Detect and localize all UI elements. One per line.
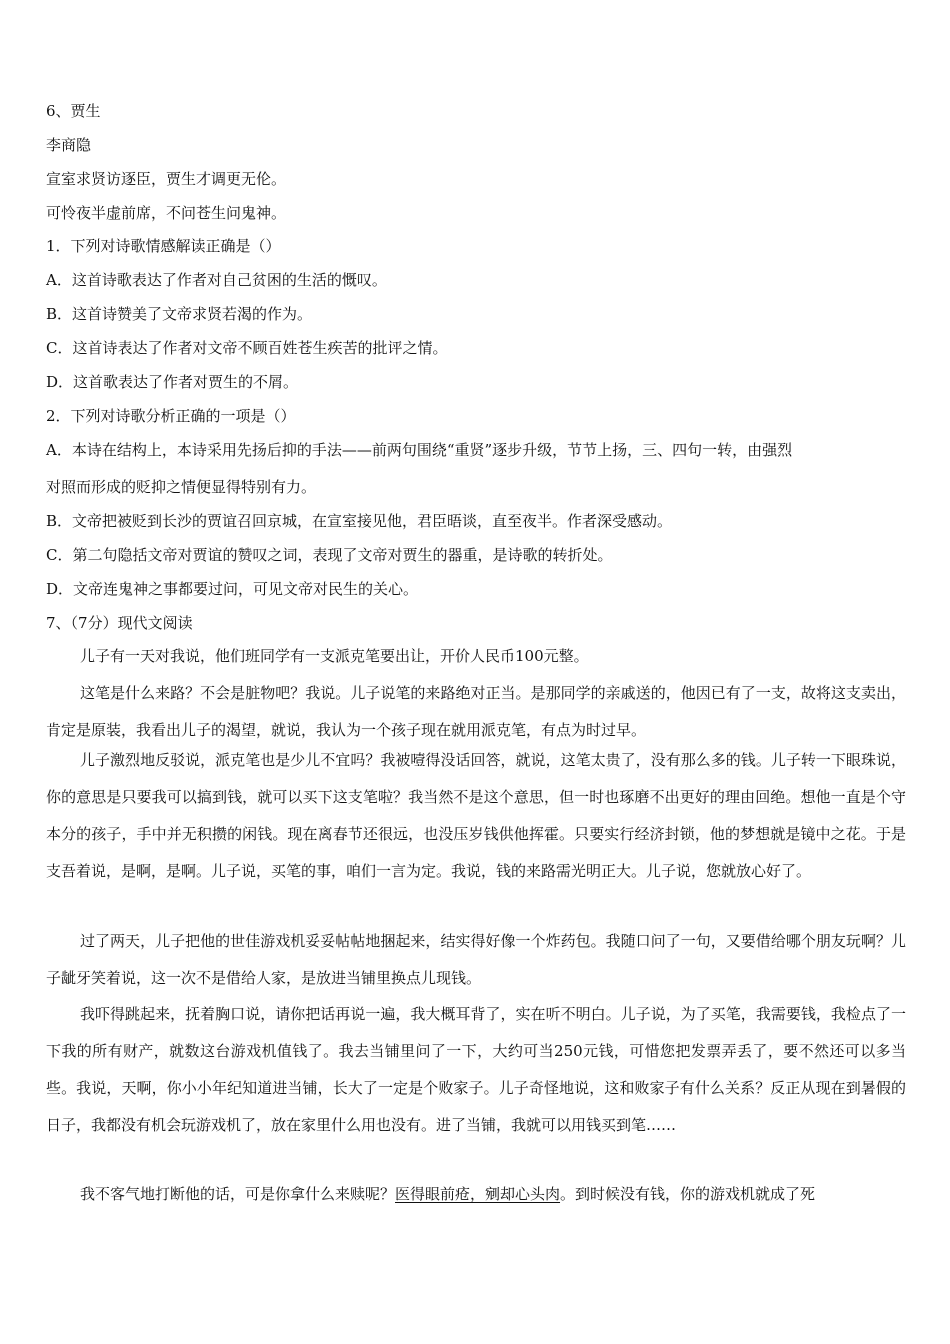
question-2-option-a-line-2: 对照而形成的贬抑之情便显得特别有力。 bbox=[46, 478, 317, 496]
poem-line-1: 宣室求贤访逐臣，贾生才调更无伦。 bbox=[46, 170, 287, 188]
question-1-option-d: D．这首歌表达了作者对贾生的不屑。 bbox=[46, 373, 299, 391]
section-7-heading: 7、（7分）现代文阅读 bbox=[46, 614, 193, 632]
poem-author: 李商隐 bbox=[46, 136, 92, 154]
question-1-option-b: B．这首诗赞美了文帝求贤若渴的作为。 bbox=[46, 305, 313, 323]
passage-paragraph-2: 这笔是什么来路？不会是脏物吧？我说。儿子说笔的来路绝对正当。是那同学的亲戚送的，他因已有了一支，故将这支卖出，肯定是原装，我看出儿子的渴望，就说，我认为一个孩子现在就用派克笔，有点为时过早。 bbox=[46, 684, 906, 739]
question-2-option-d: D．文帝连鬼神之事都要过问，可见文帝对民生的关心。 bbox=[46, 580, 419, 598]
passage-paragraph-1: 儿子有一天对我说，他们班同学有一支派克笔要出让，开价人民币100元整。 bbox=[80, 647, 589, 665]
passage-paragraph-4: 过了两天，儿子把他的世佳游戏机妥妥帖帖地捆起来，结实得好像一个炸药包。我随口问了一句，又要借给哪个朋友玩啊？儿子龇牙笑着说，这一次不是借给人家，是放进当铺里换点儿现钱。 bbox=[46, 932, 906, 987]
paragraph-6-text-end: 。到时候没有钱，你的游戏机就成了死 bbox=[560, 1185, 816, 1203]
question-2-stem: 2．下列对诗歌分析正确的一项是（） bbox=[46, 407, 296, 425]
question-1-stem: 1．下列对诗歌情感解读正确是（） bbox=[46, 237, 281, 255]
question-2-option-c: C．第二句隐括文帝对贾谊的赞叹之词，表现了文帝对贾生的器重，是诗歌的转折处。 bbox=[46, 546, 613, 564]
question-1-option-a: A．这首诗歌表达了作者对自己贫困的生活的慨叹。 bbox=[46, 271, 387, 289]
underlined-phrase: 医得眼前疮，剜却心头肉 bbox=[395, 1185, 561, 1203]
paragraph-6-text-start: 我不客气地打断他的话，可是你拿什么来赎呢？ bbox=[80, 1185, 396, 1203]
poem-heading: 6、贾生 bbox=[46, 102, 101, 120]
poem-line-2: 可怜夜半虚前席，不问苍生问鬼神。 bbox=[46, 204, 287, 222]
question-2-option-a-line-1: A．本诗在结构上，本诗采用先扬后抑的手法——前两句围绕“重贤”逐步升级，节节上扬，三、四句一转，由强烈 bbox=[46, 441, 793, 459]
question-1-option-c: C．这首诗表达了作者对文帝不顾百姓苍生疾苦的批评之情。 bbox=[46, 339, 448, 357]
question-2-option-b: B．文帝把被贬到长沙的贾谊召回京城，在宣室接见他，君臣晤谈，直至夜半。作者深受感动。 bbox=[46, 512, 673, 530]
passage-paragraph-3: 儿子激烈地反驳说，派克笔也是少儿不宜吗？我被噎得没话回答，就说，这笔太贵了，没有那么多的钱。儿子转一下眼珠说，你的意思是只要我可以搞到钱，就可以买下这支笔啦？我当然不是这个意思，但一时也琢磨不出更好的理由回绝。想他一直是个守本分的孩子，手中并无积攒的闲钱。现在离春节还很远，也没压岁钱供他挥霍。只要实行经济封锁，他的梦想就是镜中之花。于是支吾着说，是啊，是啊。儿子说，买笔的事，咱们一言为定。我说，钱的来路需光明正大。儿子说，您就放心好了。 bbox=[46, 751, 906, 880]
passage-paragraph-6 bbox=[46, 1176, 906, 1213]
passage-paragraph-5: 我吓得跳起来，抚着胸口说，请你把话再说一遍，我大概耳背了，实在听不明白。儿子说，为了买笔，我需要钱，我检点了一下我的所有财产，就数这台游戏机值钱了。我去当铺里问了一下，大约可当250元钱，可惜您把发票弄丢了，要不然还可以多当些。我说，天啊，你小小年纪知道进当铺，长大了一定是个败家子。儿子奇怪地说，这和败家子有什么关系？反正从现在到暑假的日子，我都没有机会玩游戏机了，放在家里什么用也没有。进了当铺，我就可以用钱买到笔…… bbox=[46, 1005, 906, 1134]
